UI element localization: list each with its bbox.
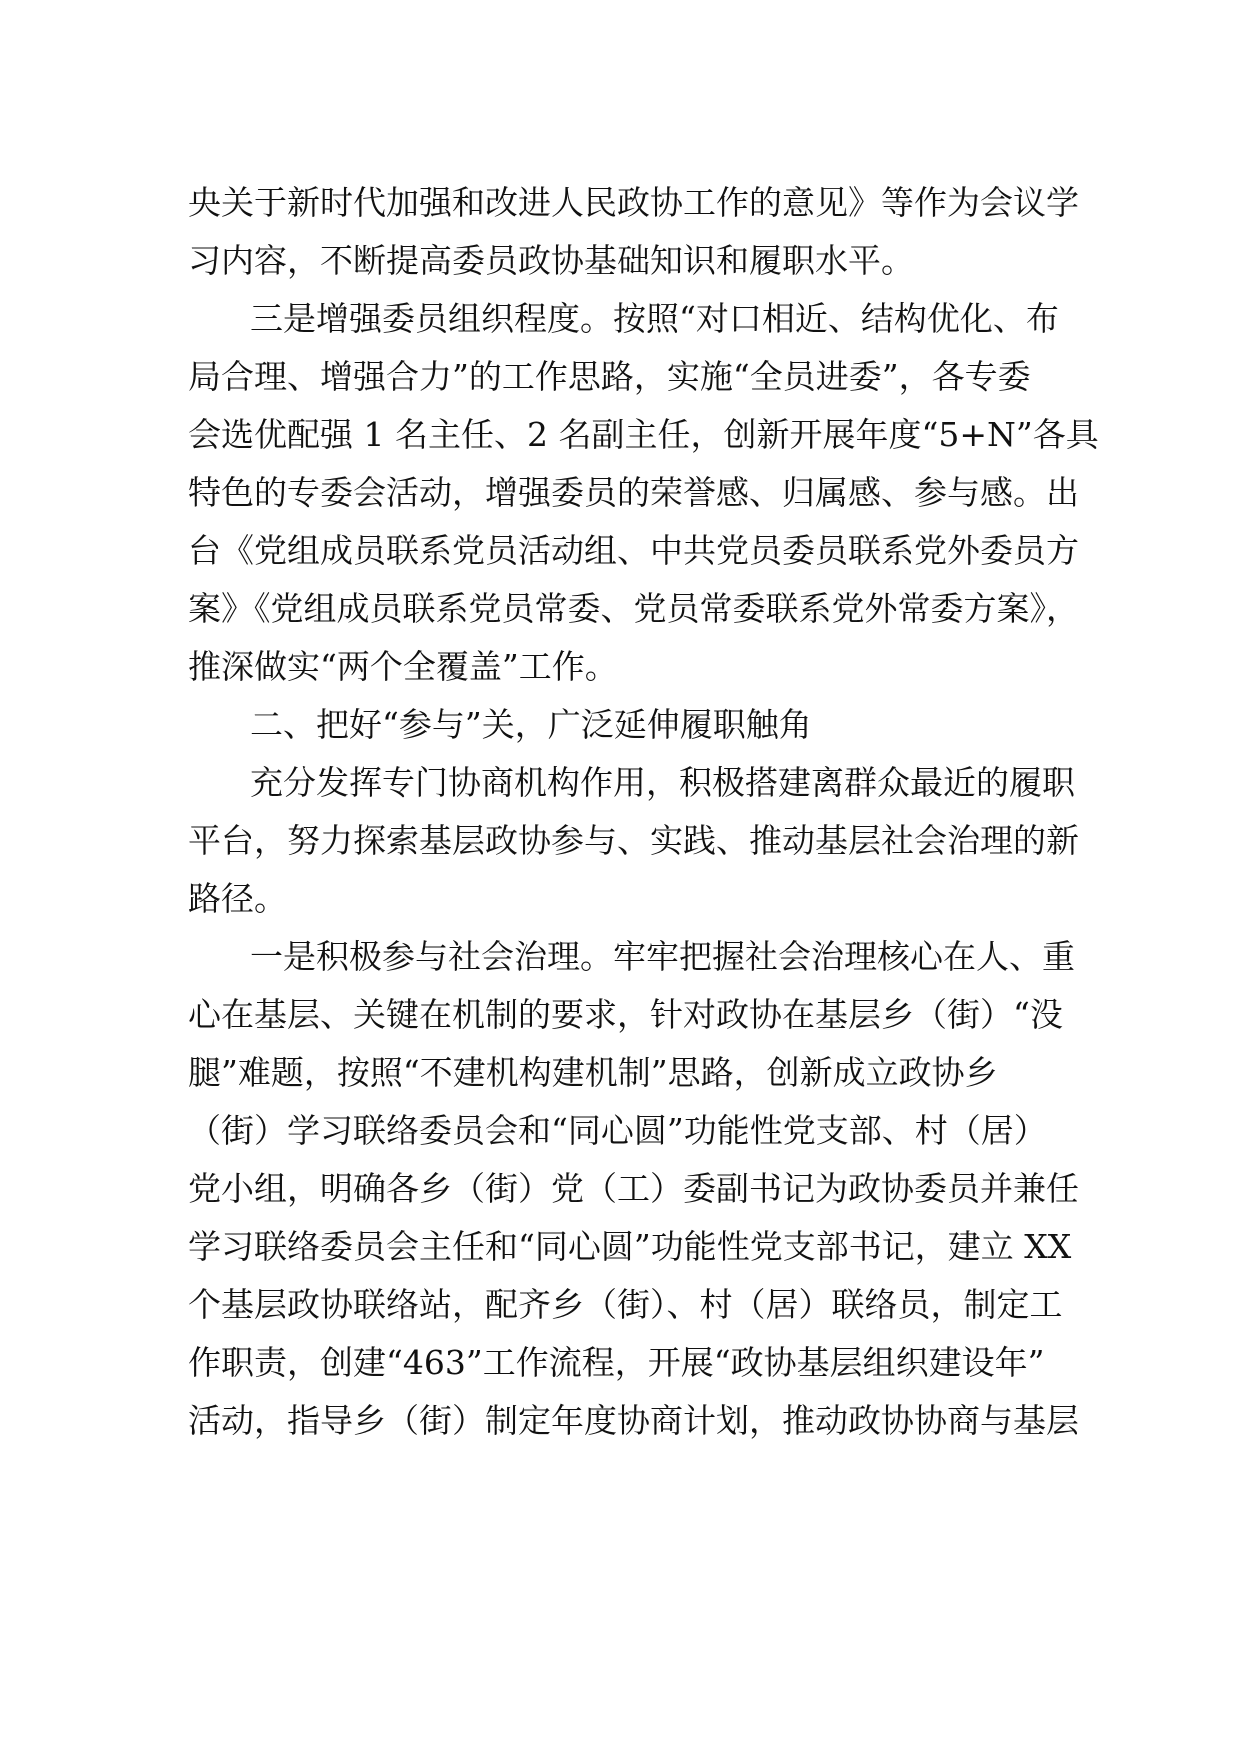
text-line: 腿”难题，按照“不建机构建机制”思路，创新成立政协乡 <box>188 1053 998 1092</box>
text-line: 案》《党组成员联系党员常委、党员常委联系党外常委方案》， <box>188 589 1079 628</box>
text-line: （街）学习联络委员会和“同心圆”功能性党支部、村（居） <box>188 1111 1047 1150</box>
text-line: 活动，指导乡（街）制定年度协商计划，推动政协协商与基层 <box>188 1401 1079 1440</box>
text-line: 特色的专委会活动，增强委员的荣誉感、归属感、参与感。出 <box>188 473 1079 512</box>
text-line: 心在基层、关键在机制的要求，针对政协在基层乡（街）“没 <box>188 995 1063 1034</box>
paragraph-start-line: 一是积极参与社会治理。牢牢把握社会治理核心在人、重 <box>250 937 1075 976</box>
text-line: 会选优配强 1 名主任、2 名副主任，创新开展年度“5+N”各具 <box>188 415 1099 454</box>
text-line: 央关于新时代加强和改进人民政协工作的意见》等作为会议学 <box>188 183 1079 222</box>
text-line: 学习联络委员会主任和“同心圆”功能性党支部书记，建立 XX <box>188 1227 1072 1266</box>
section-heading: 二、把好“参与”关，广泛延伸履职触角 <box>250 705 812 744</box>
text-line: 党小组，明确各乡（街）党（工）委副书记为政协委员并兼任 <box>188 1169 1079 1208</box>
text-line: 路径。 <box>188 879 287 918</box>
text-line: 作职责，创建“463”工作流程，开展“政协基层组织建设年” <box>188 1343 1045 1382</box>
text-line: 平台，努力探索基层政协参与、实践、推动基层社会治理的新 <box>188 821 1079 860</box>
paragraph-start-line: 充分发挥专门协商机构作用，积极搭建离群众最近的履职 <box>250 763 1075 802</box>
text-line: 局合理、增强合力”的工作思路，实施“全员进委”，各专委 <box>188 357 1031 396</box>
text-line: 个基层政协联络站，配齐乡（街）、村（居）联络员，制定工 <box>188 1285 1063 1324</box>
text-line: 习内容，不断提高委员政协基础知识和履职水平。 <box>188 241 914 280</box>
text-line: 台《党组成员联系党员活动组、中共党员委员联系党外委员方 <box>188 531 1079 570</box>
paragraph-start-line: 三是增强委员组织程度。按照“对口相近、结构优化、布 <box>250 299 1059 338</box>
text-line: 推深做实“两个全覆盖”工作。 <box>188 647 618 686</box>
